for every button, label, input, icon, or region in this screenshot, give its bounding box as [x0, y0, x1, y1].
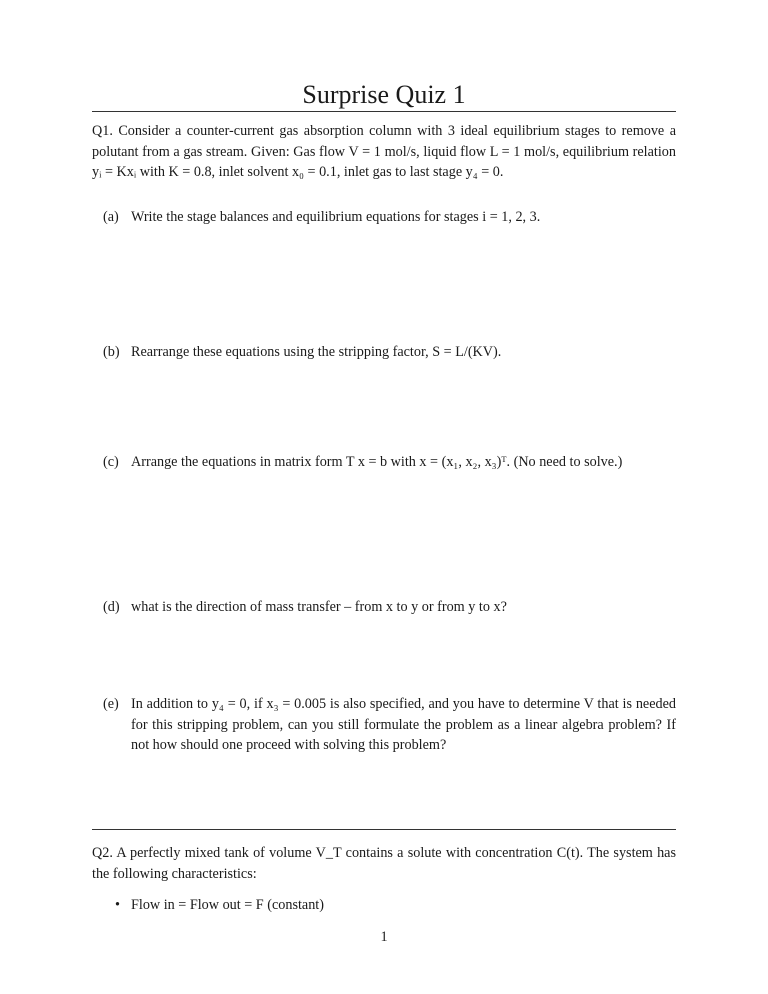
- q2-bullet-item: [115, 895, 324, 916]
- part-label: (d): [103, 599, 120, 615]
- q1-part-a: [103, 207, 676, 228]
- part-label: (e): [103, 696, 119, 712]
- part-text: what is the direction of mass transfer – from x to y or from y to x?: [131, 599, 507, 615]
- part-label: (b): [103, 344, 120, 360]
- part-text: In addition to y₄ = 0, if x₃ = 0.005 is also specified, and you have to determine V that is needed for this stripping problem, can you still formulate the problem as a linear algebra problem? If not how should one proceed with solving this problem?: [131, 696, 676, 753]
- page-title: Surprise Quiz 1: [302, 80, 466, 109]
- q1-part-b: [103, 342, 676, 363]
- part-text: Write the stage balances and equilibrium equations for stages i = 1, 2, 3.: [131, 209, 541, 225]
- title-divider: [92, 111, 676, 112]
- bullet-icon: •: [115, 897, 120, 913]
- part-label: (c): [103, 454, 119, 470]
- q2-intro: Q2. A perfectly mixed tank of volume V_T contains a solute with concentration C(t). The system has the following characteristics:: [92, 845, 676, 882]
- part-label: (a): [103, 209, 119, 225]
- section-divider: [92, 829, 676, 830]
- part-text: Rearrange these equations using the stripping factor, S = L/(KV).: [131, 344, 502, 360]
- page-number: 1: [380, 929, 388, 945]
- q1-part-d: [103, 597, 676, 618]
- q1-intro: Q1. Consider a counter-current gas absorption column with 3 ideal equilibrium stages to remove a polutant from a gas stream. Given: Gas flow V = 1 mol/s, liquid flow L = 1 mol/s, equilibrium relation yᵢ = Kxᵢ with K = 0.8, inlet solvent x₀ = 0.1, inlet gas to last stage y₄ = 0.: [92, 123, 676, 180]
- q1-part-e: [103, 694, 676, 756]
- bullet-text: Flow in = Flow out = F (constant): [131, 897, 324, 913]
- part-text: Arrange the equations in matrix form T x = b with x = (x₁, x₂, x₃)ᵀ. (No need to solve.): [131, 454, 623, 470]
- q1-part-c: [103, 452, 676, 473]
